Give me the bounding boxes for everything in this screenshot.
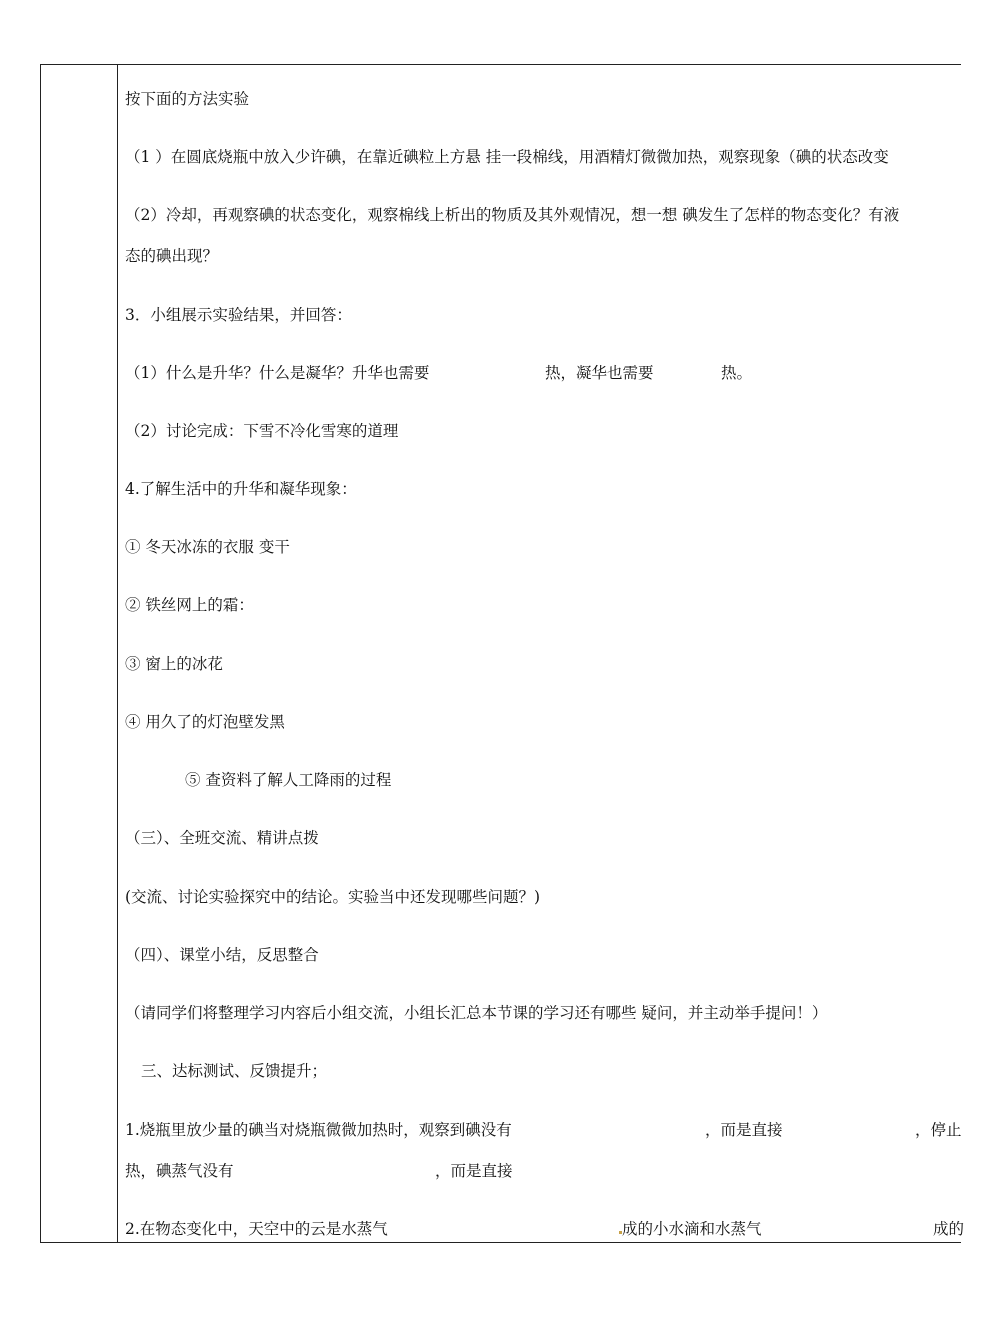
question-line: 成的 <box>933 1220 965 1238</box>
question-line: 1.烧瓶里放少量的碘当对烧瓶微微加热时，观察到碘没有 <box>125 1121 512 1139</box>
text-line: 3．小组展示实验结果，并回答： <box>125 306 352 324</box>
question-line: ，而是直接 <box>435 1162 513 1180</box>
text-line: 态的碘出现？ <box>125 247 219 265</box>
text-line: （2）冷却，再观察碘的状态变化，观察棉线上析出的物质及其外观情况，想一想 碘发生了怎样的物态变化？有液 <box>125 206 900 224</box>
question-line: 热，碘蒸气没有 <box>125 1162 234 1180</box>
section-heading: （三）、全班交流、精讲点拨 <box>125 829 319 847</box>
text-line: 按下面的方法实验 <box>125 90 250 108</box>
list-item: ⑤ 查资料了解人工降雨的过程 <box>185 771 392 789</box>
list-item: ④ 用久了的灯泡壁发黑 <box>125 713 285 731</box>
question-line <box>619 1219 762 1239</box>
text-line: 热。 <box>721 364 753 382</box>
section-heading: 三、达标测试、反馈提升； <box>141 1062 328 1080</box>
column-divider <box>117 65 118 1242</box>
lesson-table <box>40 64 965 1243</box>
text-line: （1）什么是升华？什么是凝华？升华也需要 <box>125 364 430 382</box>
question-fragment: 成的小水滴和水蒸气 <box>622 1220 762 1238</box>
text-line: 热，凝华也需要 <box>545 364 654 382</box>
text-line: （2）讨论完成：下雪不冷化雪寒的道理 <box>125 422 399 440</box>
question-line: ，停止 <box>915 1121 962 1139</box>
list-item: ③ 窗上的冰花 <box>125 655 223 673</box>
question-line: 2.在物态变化中，天空中的云是水蒸气 <box>125 1220 388 1238</box>
section-heading: （四）、课堂小结，反思整合 <box>125 946 319 964</box>
text-line: (交流、讨论实验探究中的结论。实验当中还发现哪些问题？) <box>125 888 541 906</box>
content-cell <box>125 65 1001 1242</box>
question-line: ，而是直接 <box>705 1121 783 1139</box>
text-line: （请同学们将整理学习内容后小组交流，小组长汇总本节课的学习还有哪些 疑问，并主动举手提问！） <box>125 1004 828 1022</box>
text-line: 4.了解生活中的升华和凝华现象： <box>125 480 357 498</box>
text-line: （1 ）在圆底烧瓶中放入少许碘，在靠近碘粒上方悬 挂一段棉线，用酒精灯微微加热，观察现象（碘的状态改变 <box>125 148 889 166</box>
list-item: ② 铁丝网上的霜： <box>125 596 254 614</box>
list-item: ① 冬天冰冻的衣服 变干 <box>125 538 290 556</box>
